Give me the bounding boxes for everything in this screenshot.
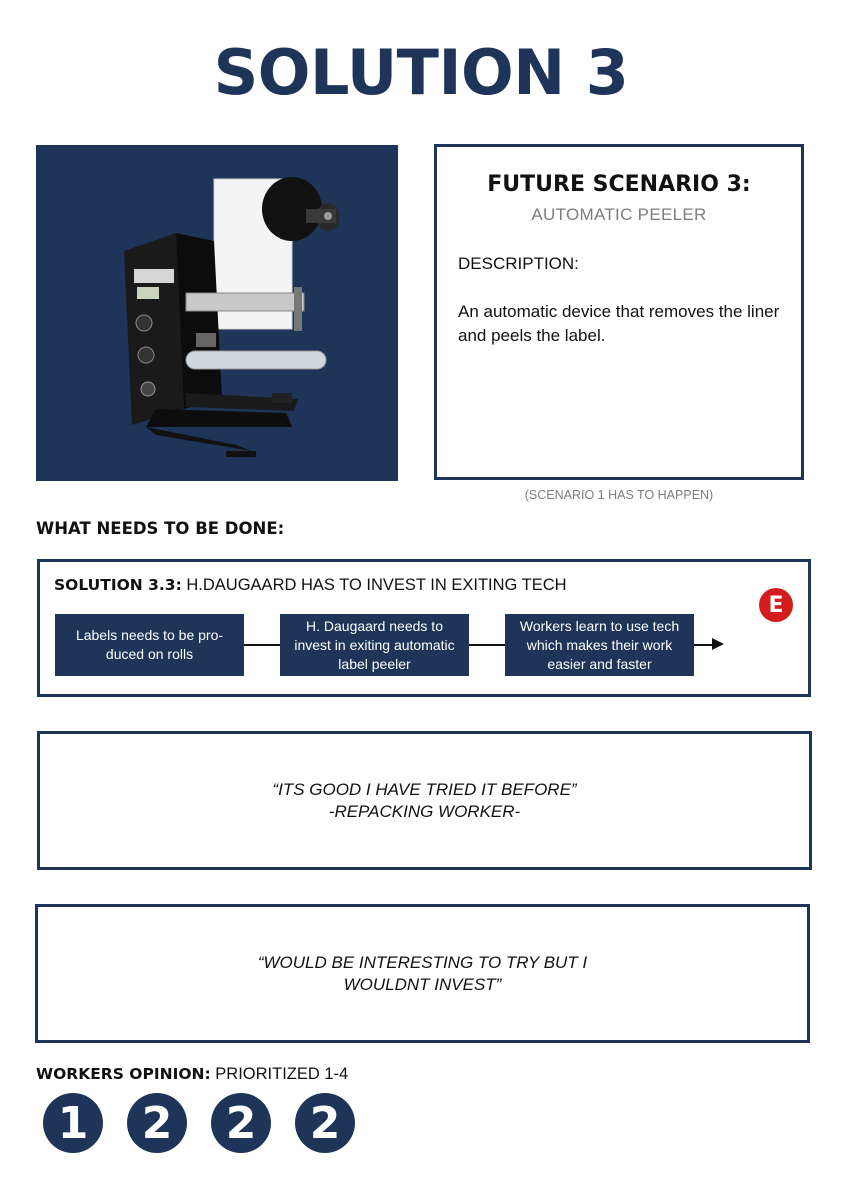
scenario-note: (SCENARIO 1 HAS TO HAPPEN) [524,488,714,502]
solution-label: SOLUTION 3.3: [54,576,182,594]
workers-opinion [36,1065,348,1084]
page-title: SOLUTION 3 [213,36,629,109]
solution-text: H.DAUGAARD HAS TO INVEST IN EXITING TECH [181,576,567,594]
quote-text: “WOULD BE INTERESTING TO TRY BUT I WOULDNT INVEST” [257,952,588,994]
arrow-head-icon [712,638,724,650]
connector-line [244,644,280,646]
scenario-subtitle: AUTOMATIC PEELER [531,205,707,224]
quote-text [272,779,576,823]
quote-line: “ITS GOOD I HAVE TRIED IT BEFORE” [272,779,577,799]
automatic-label-peeler-icon [36,145,398,481]
rank-badge: 2 [211,1093,271,1153]
product-photo [36,145,398,481]
scenario-heading: FUTURE SCENARIO 3: [487,172,751,197]
quote-attribution: -REPACKING WORKER- [328,801,521,821]
todo-heading: WHAT NEEDS TO BE DONE: [36,519,285,538]
solution-title [54,576,567,595]
step-box: Workers learn to use tech which makes their work easier and faster [505,614,694,676]
scenario-card [434,144,804,480]
rank-badge: 1 [43,1093,103,1153]
category-badge: E [759,588,793,622]
opinion-text: PRIORITIZED 1-4 [210,1065,349,1083]
description-label: DESCRIPTION: [458,254,579,273]
quote-box [35,904,810,1043]
quote-box [37,731,812,870]
description-text: An automatic device that removes the liner and peels the label. [458,302,780,345]
rank-badge: 2 [295,1093,355,1153]
opinion-label: WORKERS OPINION: [36,1065,211,1083]
step-box: Labels needs to be pro-duced on rolls [55,614,244,676]
connector-line [469,644,505,646]
step-box: H. Daugaard needs to invest in exiting automatic label peeler [280,614,469,676]
solution-box [37,559,811,697]
rank-badge: 2 [127,1093,187,1153]
